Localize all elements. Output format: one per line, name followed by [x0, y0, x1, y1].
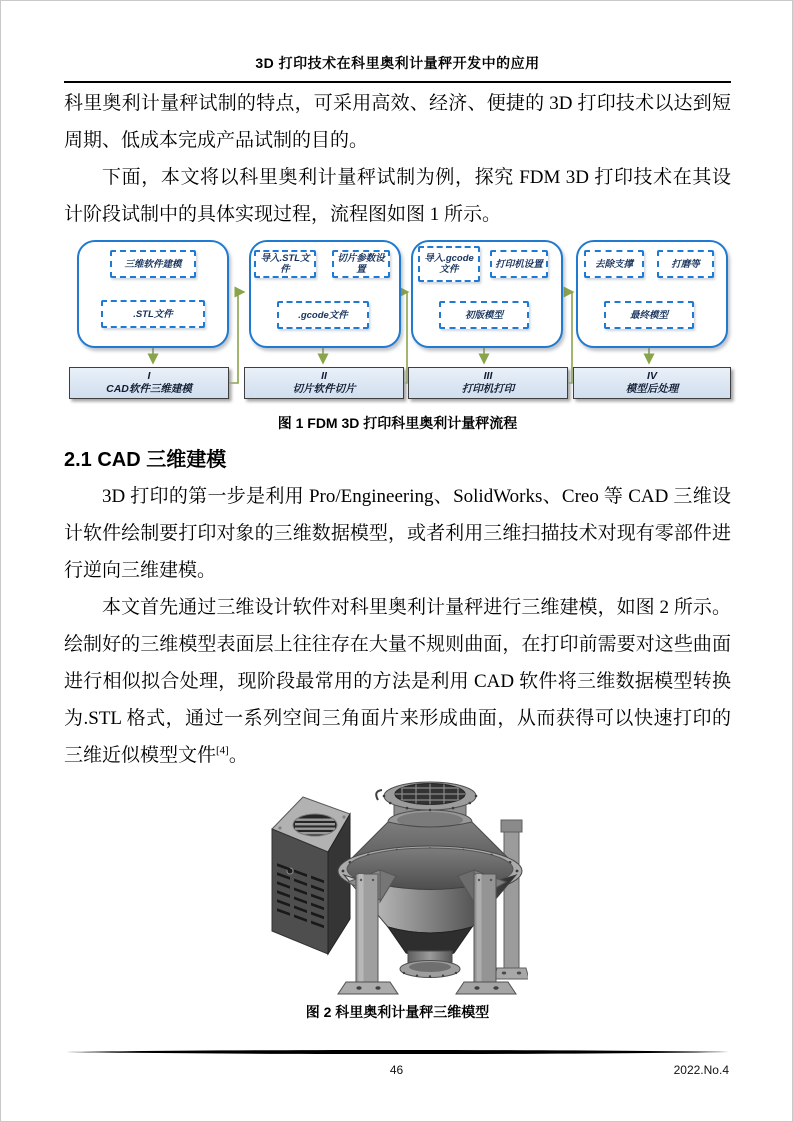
flow-box-polish: 打磨等	[657, 250, 714, 278]
citation-4: [4]	[216, 744, 229, 757]
figure1-flowchart	[62, 238, 732, 406]
paragraph-4-period: 。	[228, 745, 248, 766]
flow-stage-1	[69, 367, 229, 399]
figure1-caption: 图 1 FDM 3D 打印科里奥利计量秤流程	[277, 415, 518, 431]
page-footer	[64, 1042, 729, 1077]
stage-4-numeral: IV	[647, 370, 657, 382]
paragraph-4	[64, 589, 731, 774]
flow-box-modeling: 三维软件建模	[110, 250, 196, 278]
issue-label: 2022.No.4	[673, 1063, 729, 1077]
flow-box-gcode-file: .gcode文件	[277, 301, 369, 329]
section-heading: 2.1 CAD 三维建模	[64, 449, 227, 471]
figure2-3d-model	[268, 776, 528, 998]
paragraph-3: 3D 打印的第一步是利用 Pro/Engineering、SolidWorks、Creo 等 CAD 三维设计软件绘制要打印对象的三维数据模型，或者利用三维扫描技术对现有零部件进行逆向三维建模。	[64, 486, 731, 581]
page-number: 46	[389, 1063, 404, 1077]
figure2	[64, 776, 731, 998]
paragraph-4-text: 本文首先通过三维设计软件对科里奥利计量秤进行三维建模，如图 2 所示。绘制好的三维模型表面层上往往存在大量不规则曲面，在打印前需要对这些曲面进行相似拟合处理，现阶段最常用的方法是利用 CAD 软件将三维数据模型转换为.STL 格式，通过一系列空间三角面片来形成曲面，从而获得可以快速打印的三维近似模型文件	[64, 597, 731, 766]
stage-4-label: 模型后处理	[625, 383, 679, 395]
footer-rule	[64, 1049, 731, 1055]
paragraph-2: 下面，本文将以科里奥利计量秤试制为例，探究 FDM 3D 打印技术在其设计阶段试制中的具体实现过程，流程图如图 1 所示。	[64, 167, 731, 225]
flow-stage-4	[573, 367, 731, 399]
flow-box-import-gcode: 导入.gcode文件	[418, 246, 480, 282]
flow-box-remove-support: 去除支撑	[584, 250, 644, 278]
stage-1-numeral: I	[147, 370, 151, 382]
stage-2-label: 切片软件切片	[292, 383, 356, 395]
flow-box-stl-file: .STL文件	[101, 300, 205, 328]
flow-box-final-model: 最终模型	[604, 301, 694, 329]
header-rule	[64, 81, 731, 83]
stage-1-label: CAD软件三维建模	[106, 383, 192, 395]
page-content	[64, 1, 731, 1022]
figure2-caption: 图 2 科里奥利计量秤三维模型	[305, 1004, 490, 1020]
flow-box-import-stl: 导入.STL文件	[254, 250, 316, 278]
flow-stage-3	[408, 367, 568, 399]
stage-3-numeral: III	[483, 370, 493, 382]
paragraph-1: 科里奥利计量秤试制的特点，可采用高效、经济、便捷的 3D 打印技术以达到短周期、低成本完成产品试制的目的。	[64, 93, 731, 151]
flow-box-first-model: 初版模型	[439, 301, 529, 329]
stage-2-numeral: II	[321, 370, 327, 382]
stage-3-label: 打印机打印	[461, 383, 515, 395]
footer-row	[64, 1063, 729, 1077]
flow-stage-2	[244, 367, 404, 399]
flow-box-printer-setup: 打印机设置	[490, 250, 548, 278]
running-header-title: 3D 打印技术在科里奥利计量秤开发中的应用	[255, 55, 540, 71]
flow-box-slice-params: 切片参数设置	[332, 250, 390, 278]
